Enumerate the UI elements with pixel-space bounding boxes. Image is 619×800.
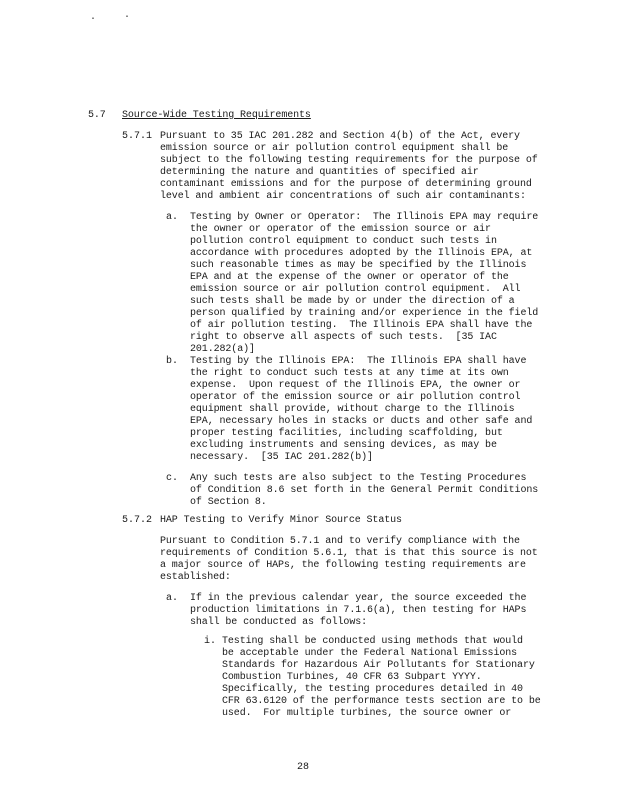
text-line: subject to the following testing requirements for the purpose of <box>160 155 538 166</box>
scan-mark: . <box>90 12 97 23</box>
text-line: shall be conducted as follows: <box>190 617 368 628</box>
scan-mark: · <box>124 12 131 23</box>
text-line: Combustion Turbines, 40 CFR 63 Subpart YYYY. <box>222 672 482 683</box>
text-line: established: <box>160 572 231 583</box>
subsection-number: 5.7.1 <box>122 131 153 142</box>
text-line: production limitations in 7.1.6(a), then testing for HAPs <box>190 605 527 616</box>
text-line: equipment shall provide, without charge to the Illinois <box>190 404 515 415</box>
text-line: such tests shall be made by or under the direction of a <box>190 296 515 307</box>
text-line: proper testing facilities, including scaffolding, but <box>190 428 503 439</box>
text-line: accordance with procedures adopted by the Illinois EPA, at <box>190 248 533 259</box>
text-line: emission source or air pollution control equipment shall be <box>160 143 509 154</box>
text-line: level and ambient air concentrations of such air contaminants: <box>160 191 526 202</box>
subsection-title: HAP Testing to Verify Minor Source Status <box>160 515 402 526</box>
section-number: 5.7 <box>88 110 106 121</box>
item-letter: c. <box>166 473 179 484</box>
subsection-number: 5.7.2 <box>122 515 153 526</box>
text-line: right to observe all aspects of such tests. [35 IAC <box>190 332 497 343</box>
item-letter: a. <box>166 212 179 223</box>
text-line: the owner or operator of the emission source or air <box>190 224 491 235</box>
text-line: Standards for Hazardous Air Pollutants for Stationary <box>222 660 535 671</box>
text-line: of Section 8. <box>190 497 267 508</box>
text-line: Pursuant to Condition 5.7.1 and to verify compliance with the <box>160 536 520 547</box>
section-title: Source-Wide Testing Requirements <box>122 110 311 121</box>
text-line: used. For multiple turbines, the source owner or <box>222 708 512 719</box>
text-line: a major source of HAPs, the following testing requirements are <box>160 560 526 571</box>
text-line: Testing by Owner or Operator: The Illinois EPA may require <box>190 212 539 223</box>
text-line: If in the previous calendar year, the source exceeded the <box>190 593 527 604</box>
text-line: Any such tests are also subject to the Testing Procedures <box>190 473 527 484</box>
text-line: such reasonable times as may be specified by the Illinois <box>190 260 527 271</box>
text-line: CFR 63.6120 of the performance tests section are to be <box>222 696 541 707</box>
text-line: Testing shall be conducted using methods that would <box>222 636 523 647</box>
text-line: of Condition 8.6 set forth in the General Permit Conditions <box>190 485 539 496</box>
page-number: 28 <box>297 762 310 773</box>
text-line: expense. Upon request of the Illinois EPA, the owner or <box>190 380 521 391</box>
text-line: EPA and at the expense of the owner or operator of the <box>190 272 509 283</box>
item-letter: i. <box>204 636 217 647</box>
text-line: excluding instruments and sensing devices, as may be <box>190 440 497 451</box>
text-line: requirements of Condition 5.6.1, that is that this source is not <box>160 548 538 559</box>
text-line: emission source or air pollution control equipment. All <box>190 284 521 295</box>
item-letter: b. <box>166 356 179 367</box>
text-line: 201.282(a)] <box>190 344 255 355</box>
text-line: be acceptable under the Federal National Emissions <box>222 648 518 659</box>
text-line: the right to conduct such tests at any time at its own <box>190 368 509 379</box>
text-line: Pursuant to 35 IAC 201.282 and Section 4(b) of the Act, every <box>160 131 520 142</box>
text-line: operator of the emission source or air pollution control <box>190 392 521 403</box>
text-line: Specifically, the testing procedures detailed in 40 <box>222 684 523 695</box>
text-line: contaminant emissions and for the purpose of determining ground <box>160 179 532 190</box>
text-line: Testing by the Illinois EPA: The Illinois EPA shall have <box>190 356 527 367</box>
item-letter: a. <box>166 593 179 604</box>
text-line: of air pollution testing. The Illinois EPA shall have the <box>190 320 533 331</box>
text-line: person qualified by training and/or experience in the field <box>190 308 539 319</box>
text-line: pollution control equipment to conduct such tests in <box>190 236 497 247</box>
text-line: EPA, necessary holes in stacks or ducts and other safe and <box>190 416 533 427</box>
text-line: necessary. [35 IAC 201.282(b)] <box>190 452 373 463</box>
text-line: determining the nature and quantities of specified air <box>160 167 479 178</box>
